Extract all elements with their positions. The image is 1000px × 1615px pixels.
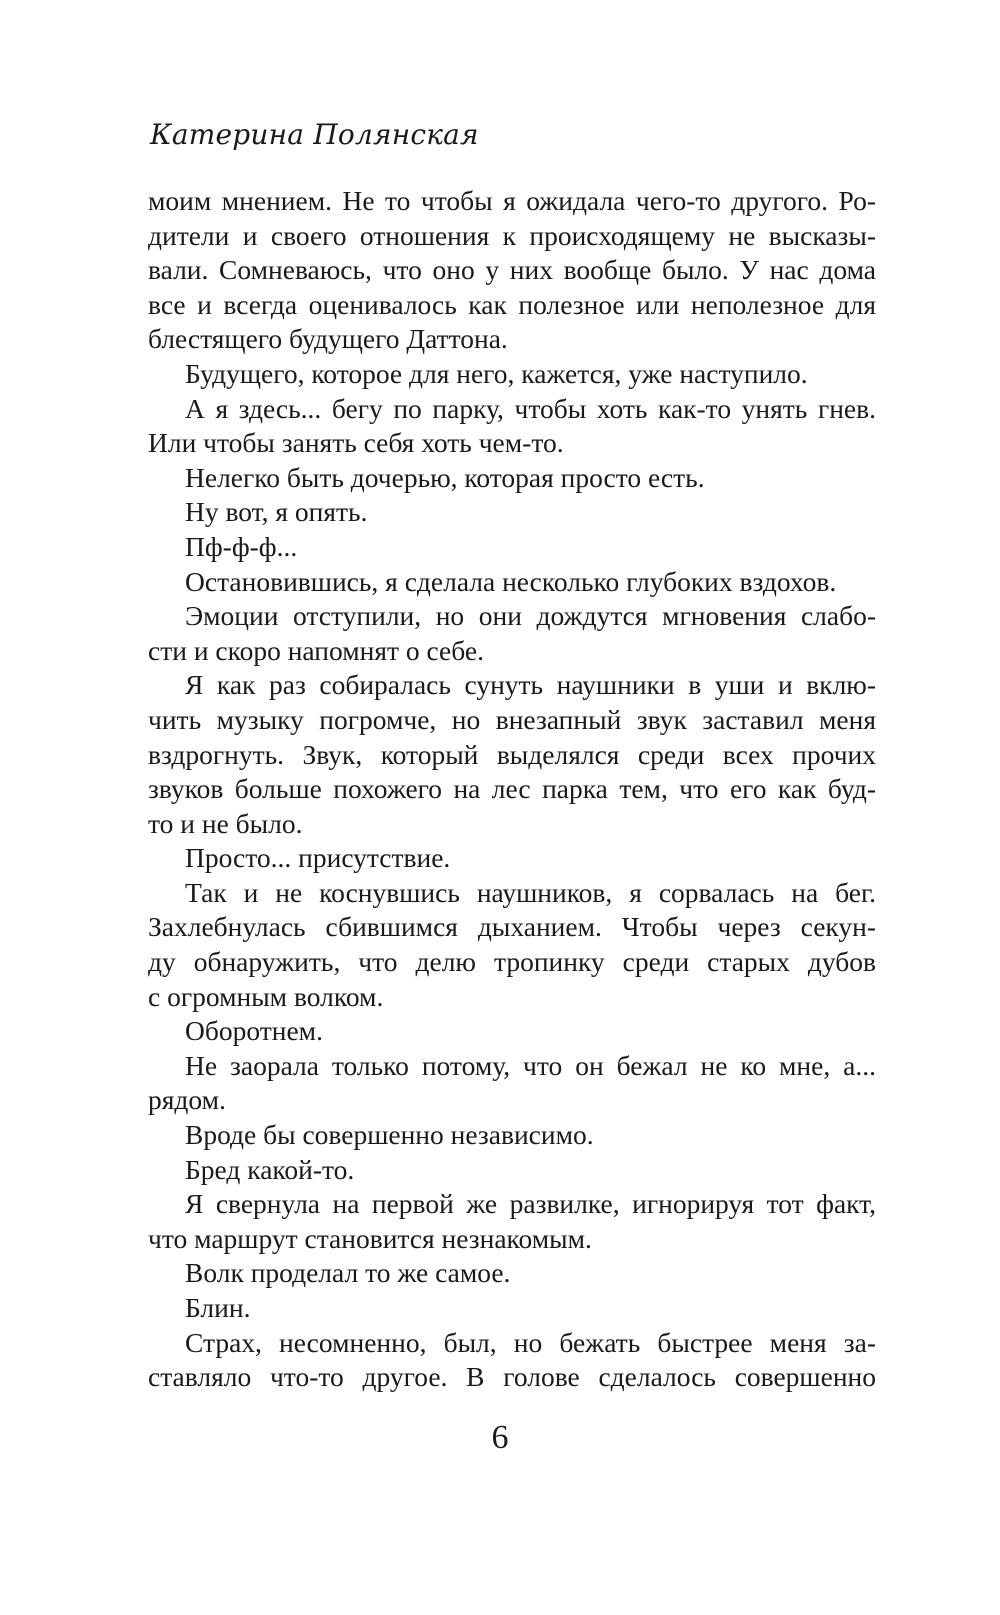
text-line: дители и своего отношения к происходящему не высказы- [148, 219, 876, 251]
text-line: вали. Сомневаюсь, что оно у них вообще было. У нас дома [148, 254, 876, 286]
text-line: Волк проделал то же самое. [185, 1257, 511, 1289]
page-number: 6 [491, 1419, 509, 1456]
text-line: Пф-ф-ф... [185, 530, 298, 562]
running-head: Катерина Полянская [150, 118, 479, 151]
text-line: Остановившись, я сделала несколько глубоких вздохов. [185, 565, 837, 597]
text-line: Будущего, которое для него, кажется, уже наступило. [185, 357, 808, 389]
text-line: Вроде бы совершенно независимо. [185, 1119, 594, 1151]
text-line: Просто... присутствие. [185, 842, 451, 874]
text-line: вздрогнуть. Звук, который выделялся среди всех прочих [148, 738, 876, 770]
text-line: Так и не коснувшись наушников, я сорвалась на бег. [185, 876, 876, 908]
text-line: с огромным волком. [148, 980, 384, 1012]
text-line: сти и скоро напомнят о себе. [148, 634, 484, 666]
text-line: Или чтобы занять себя хоть чем-то. [148, 427, 564, 459]
text-line: Не заорала только потому, что он бежал не ко мне, а... [185, 1049, 876, 1081]
text-line: Блин. [185, 1292, 251, 1323]
text-line: звуков больше похожего на лес парка тем, что его как буд- [148, 773, 876, 805]
text-line: А я здесь... бегу по парку, чтобы хоть как-то унять гнев. [185, 392, 876, 424]
text-line: все и всегда оценивалось как полезное или неполезное для [148, 288, 876, 320]
text-line: то и не было. [148, 807, 303, 839]
text-line: Оборотнем. [185, 1015, 323, 1047]
text-line: моим мнением. Не то чтобы я ожидала чего-то другого. Ро- [148, 185, 876, 216]
text-line: блестящего будущего Даттона. [148, 323, 508, 355]
text-line: Бред какой-то. [185, 1153, 355, 1185]
text-line: Ну вот, я опять. [185, 496, 368, 528]
text-line: Страх, несомненно, был, но бежать быстрее меня за- [185, 1326, 876, 1358]
text-line: ставляло что-то другое. В голове сделалось совершенно [148, 1361, 876, 1393]
text-line: Эмоции отступили, но они дождутся мгновения слабо- [185, 600, 876, 632]
text-line: Я свернула на первой же развилке, игнорируя тот факт, [185, 1188, 876, 1220]
body-text [148, 184, 876, 1395]
text-line: Я как раз собиралась сунуть наушники в уши и вклю- [185, 669, 876, 701]
text-line: Нелегко быть дочерью, которая просто есть. [185, 461, 705, 493]
text-line: рядом. [148, 1084, 226, 1116]
text-line: Захлебнулась сбившимся дыханием. Чтобы через секун- [148, 911, 876, 943]
text-line: что маршрут становится незнакомым. [148, 1222, 592, 1254]
text-line: ду обнаружить, что делю тропинку среди старых дубов [148, 946, 876, 978]
text-line: чить музыку погромче, но внезапный звук заставил меня [148, 703, 876, 735]
